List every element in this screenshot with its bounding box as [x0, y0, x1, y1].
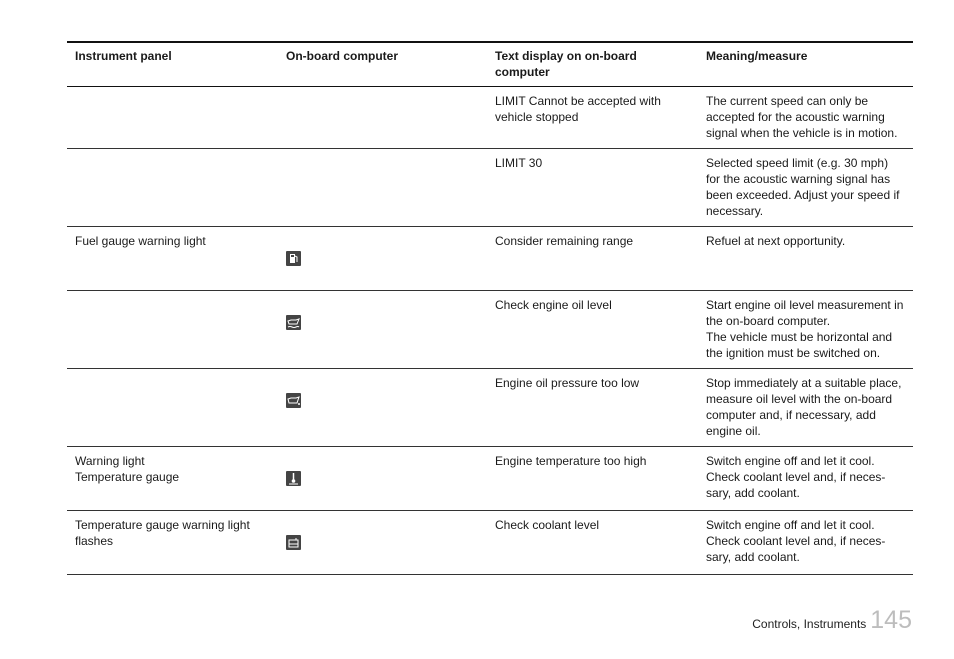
table-row — [67, 87, 913, 149]
cell-instrument-panel — [67, 291, 278, 369]
cell-instrument-panel: Warning light Temperature gauge — [75, 454, 180, 484]
table-row — [67, 149, 913, 227]
cell-instrument-panel: Fuel gauge warning light — [75, 234, 206, 248]
cell-instrument-panel — [67, 369, 278, 447]
table-header-row — [67, 42, 913, 87]
cell-icon — [278, 227, 487, 291]
cell-display-text: Check coolant level — [495, 518, 600, 532]
fuel-pump-icon — [286, 251, 301, 266]
cell-icon — [278, 369, 487, 447]
coolant-level-icon — [286, 535, 301, 550]
warning-messages-table — [67, 41, 913, 575]
cell-display-text: LIMIT 30 — [495, 156, 543, 170]
cell-meaning: Start engine oil level measurement in the on-board computer. The vehicle must be horizontal and the ignition must be switched on. — [706, 298, 904, 360]
cell-icon — [278, 447, 487, 511]
cell-display-text: Check engine oil level — [495, 298, 612, 312]
table-row — [67, 511, 913, 575]
cell-meaning: Selected speed limit (e.g. 30 mph) for the acoustic warning signal has been exceeded. Adjust your speed if necessary. — [706, 156, 900, 218]
page-footer — [752, 606, 912, 635]
cell-display-text: Consider remaining range — [495, 234, 634, 248]
cell-icon — [278, 291, 487, 369]
cell-icon — [278, 149, 487, 227]
header-meaning-measure: Meaning/measure — [706, 49, 808, 63]
header-instrument-panel: Instrument panel — [75, 49, 172, 63]
cell-display-text: Engine temperature too high — [495, 454, 647, 468]
section-title: Controls, Instruments — [752, 617, 867, 631]
cell-meaning: Switch engine off and let it cool. Check coolant level and, if neces- sary, add coolant. — [706, 454, 886, 500]
cell-display-text: Engine oil pressure too low — [495, 376, 640, 390]
cell-instrument-panel: Temperature gauge warning light flashes — [75, 518, 250, 548]
cell-meaning: Refuel at next opportunity. — [706, 234, 846, 248]
cell-icon — [278, 87, 487, 149]
table-row — [67, 369, 913, 447]
oil-level-icon — [286, 315, 301, 330]
coolant-temperature-icon — [286, 471, 301, 486]
cell-meaning: Stop immediately at a suitable place, measure oil level with the on-board computer and, if necessary, add engine oil. — [706, 376, 902, 438]
table-row — [67, 291, 913, 369]
cell-instrument-panel — [67, 149, 278, 227]
warning-table-container — [67, 41, 913, 575]
oil-pressure-icon — [286, 393, 301, 408]
cell-meaning: The current speed can only be accepted for the acoustic warning signal when the vehicle is in motion. — [706, 94, 898, 140]
header-on-board-computer: On-board computer — [286, 49, 399, 63]
cell-display-text: LIMIT Cannot be accepted with vehicle stopped — [495, 94, 661, 124]
cell-meaning: Switch engine off and let it cool. Check coolant level and, if neces- sary, add coolant. — [706, 518, 886, 564]
cell-instrument-panel — [67, 87, 278, 149]
table-row — [67, 447, 913, 511]
cell-icon — [278, 511, 487, 575]
header-text-display: Text display on on-board computer — [495, 49, 637, 79]
table-row — [67, 227, 913, 291]
page-number: 145 — [870, 606, 912, 634]
